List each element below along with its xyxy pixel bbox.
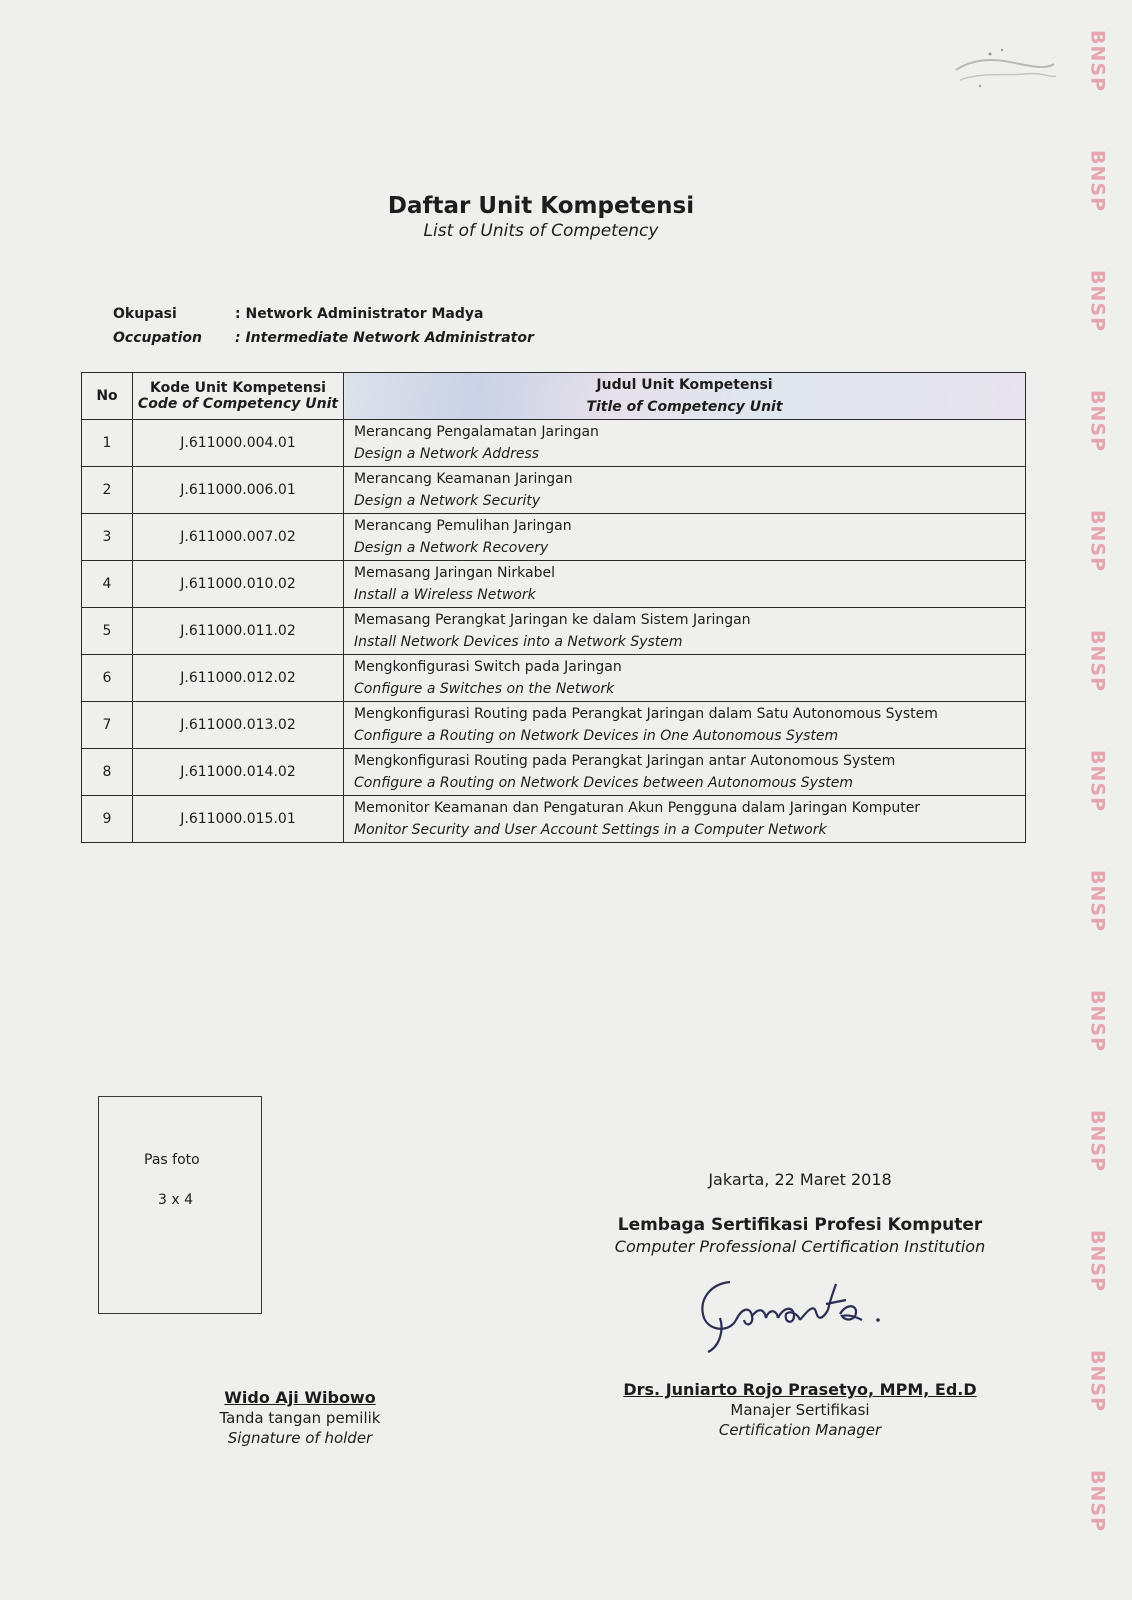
row-no: 5 xyxy=(82,608,133,655)
row-title-en: Configure a Routing on Network Devices between Autonomous System xyxy=(354,775,853,791)
row-code: J.611000.004.01 xyxy=(133,420,344,467)
row-code: J.611000.012.02 xyxy=(133,655,344,702)
holder-role: Tanda tangan pemilik xyxy=(219,1409,381,1427)
manager-role-en: Certification Manager xyxy=(718,1421,882,1439)
row-no: 8 xyxy=(82,749,133,796)
place-date: Jakarta, 22 Maret 2018 xyxy=(708,1170,892,1189)
row-no: 2 xyxy=(82,467,133,514)
row-no: 9 xyxy=(82,796,133,843)
watermark-text: BNSP xyxy=(1086,870,1109,932)
table-row xyxy=(82,608,1026,655)
table-row xyxy=(82,561,1026,608)
row-title-id: Merancang Keamanan Jaringan xyxy=(354,471,573,487)
table-row xyxy=(82,749,1026,796)
occupation-block xyxy=(113,306,534,354)
occupation-label-id: Okupasi xyxy=(113,306,177,322)
photo-size: 3 x 4 xyxy=(158,1192,193,1208)
row-title-en: Configure a Routing on Network Devices in One Autonomous System xyxy=(354,728,839,744)
header-title xyxy=(344,373,1026,420)
manager-signature xyxy=(690,1270,930,1364)
row-title xyxy=(344,702,1026,749)
holder-name: Wido Aji Wibowo xyxy=(224,1388,376,1407)
row-no: 6 xyxy=(82,655,133,702)
table-row xyxy=(82,420,1026,467)
row-title xyxy=(344,796,1026,843)
table-row xyxy=(82,514,1026,561)
manager-name: Drs. Juniarto Rojo Prasetyo, MPM, Ed.D xyxy=(623,1380,977,1399)
row-code: J.611000.010.02 xyxy=(133,561,344,608)
row-code: J.611000.013.02 xyxy=(133,702,344,749)
table-header-row xyxy=(82,373,1026,420)
occupation-label-en: Occupation xyxy=(113,330,203,346)
row-title-en: Configure a Switches on the Network xyxy=(354,681,615,697)
row-title-id: Merancang Pengalamatan Jaringan xyxy=(354,424,599,440)
watermark-text: BNSP xyxy=(1086,630,1109,692)
watermark-text: BNSP xyxy=(1086,750,1109,812)
watermark-text: BNSP xyxy=(1086,1230,1109,1292)
row-title-en: Design a Network Security xyxy=(354,493,541,509)
row-title-en: Design a Network Address xyxy=(354,446,540,462)
institution-name: Lembaga Sertifikasi Profesi Komputer xyxy=(617,1215,983,1235)
row-title xyxy=(344,749,1026,796)
photo-placeholder xyxy=(98,1096,262,1314)
occupation-value-id: : Network Administrator Madya xyxy=(235,306,484,322)
header-code xyxy=(133,373,344,420)
institution-name-en: Computer Professional Certification Institution xyxy=(614,1237,986,1256)
table-row xyxy=(82,702,1026,749)
row-code: J.611000.014.02 xyxy=(133,749,344,796)
header-title-id: Judul Unit Kompetensi xyxy=(596,377,773,393)
row-title-id: Mengkonfigurasi Switch pada Jaringan xyxy=(354,659,622,675)
manager-block xyxy=(560,1380,1040,1439)
photo-label: Pas foto xyxy=(144,1152,200,1168)
row-no: 3 xyxy=(82,514,133,561)
row-code: J.611000.011.02 xyxy=(133,608,344,655)
row-title xyxy=(344,514,1026,561)
bnsp-watermark xyxy=(1063,0,1132,1600)
manager-role: Manajer Sertifikasi xyxy=(730,1401,870,1419)
page-title: Daftar Unit Kompetensi xyxy=(387,193,695,219)
row-title-id: Merancang Pemulihan Jaringan xyxy=(354,518,572,534)
page-subtitle: List of Units of Competency xyxy=(423,221,659,241)
row-no: 4 xyxy=(82,561,133,608)
table-row xyxy=(82,796,1026,843)
title-block xyxy=(0,193,1082,241)
row-title xyxy=(344,467,1026,514)
row-title-en: Design a Network Recovery xyxy=(354,540,549,556)
row-title-id: Memasang Jaringan Nirkabel xyxy=(354,565,555,581)
row-title-en: Monitor Security and User Account Settings in a Computer Network xyxy=(354,822,827,838)
row-title-id: Memonitor Keamanan dan Pengaturan Akun Pengguna dalam Jaringan Komputer xyxy=(354,800,921,816)
institution-block xyxy=(560,1215,1040,1256)
header-no: No xyxy=(82,373,133,420)
header-title-en: Title of Competency Unit xyxy=(586,399,783,415)
row-title xyxy=(344,561,1026,608)
watermark-text: BNSP xyxy=(1086,990,1109,1052)
header-code-id: Kode Unit Kompetensi xyxy=(150,380,326,396)
table-row xyxy=(82,467,1026,514)
row-no: 7 xyxy=(82,702,133,749)
holder-role-en: Signature of holder xyxy=(227,1429,373,1447)
row-title-en: Install a Wireless Network xyxy=(354,587,536,603)
row-title-id: Mengkonfigurasi Routing pada Perangkat Jaringan dalam Satu Autonomous System xyxy=(354,706,938,722)
watermark-text: BNSP xyxy=(1086,1350,1109,1412)
table-row xyxy=(82,655,1026,702)
row-title xyxy=(344,420,1026,467)
watermark-text: BNSP xyxy=(1086,1470,1109,1532)
occupation-value-en: : Intermediate Network Administrator xyxy=(235,330,534,346)
header-code-en: Code of Competency Unit xyxy=(137,396,339,412)
seal-stamp xyxy=(950,40,1060,104)
row-title-id: Memasang Perangkat Jaringan ke dalam Sistem Jaringan xyxy=(354,612,751,628)
watermark-text: BNSP xyxy=(1086,30,1109,92)
row-title xyxy=(344,608,1026,655)
row-code: J.611000.007.02 xyxy=(133,514,344,561)
holder-block xyxy=(170,1388,430,1447)
row-code: J.611000.006.01 xyxy=(133,467,344,514)
watermark-text: BNSP xyxy=(1086,150,1109,212)
row-code: J.611000.015.01 xyxy=(133,796,344,843)
watermark-text: BNSP xyxy=(1086,1110,1109,1172)
occupation-row-en xyxy=(113,330,534,354)
competency-table xyxy=(81,372,1026,843)
row-title-id: Mengkonfigurasi Routing pada Perangkat Jaringan antar Autonomous System xyxy=(354,753,896,769)
watermark-text: BNSP xyxy=(1086,390,1109,452)
row-no: 1 xyxy=(82,420,133,467)
row-title xyxy=(344,655,1026,702)
watermark-text: BNSP xyxy=(1086,510,1109,572)
row-title-en: Install Network Devices into a Network System xyxy=(354,634,683,650)
watermark-text: BNSP xyxy=(1086,270,1109,332)
occupation-row-id xyxy=(113,306,534,330)
